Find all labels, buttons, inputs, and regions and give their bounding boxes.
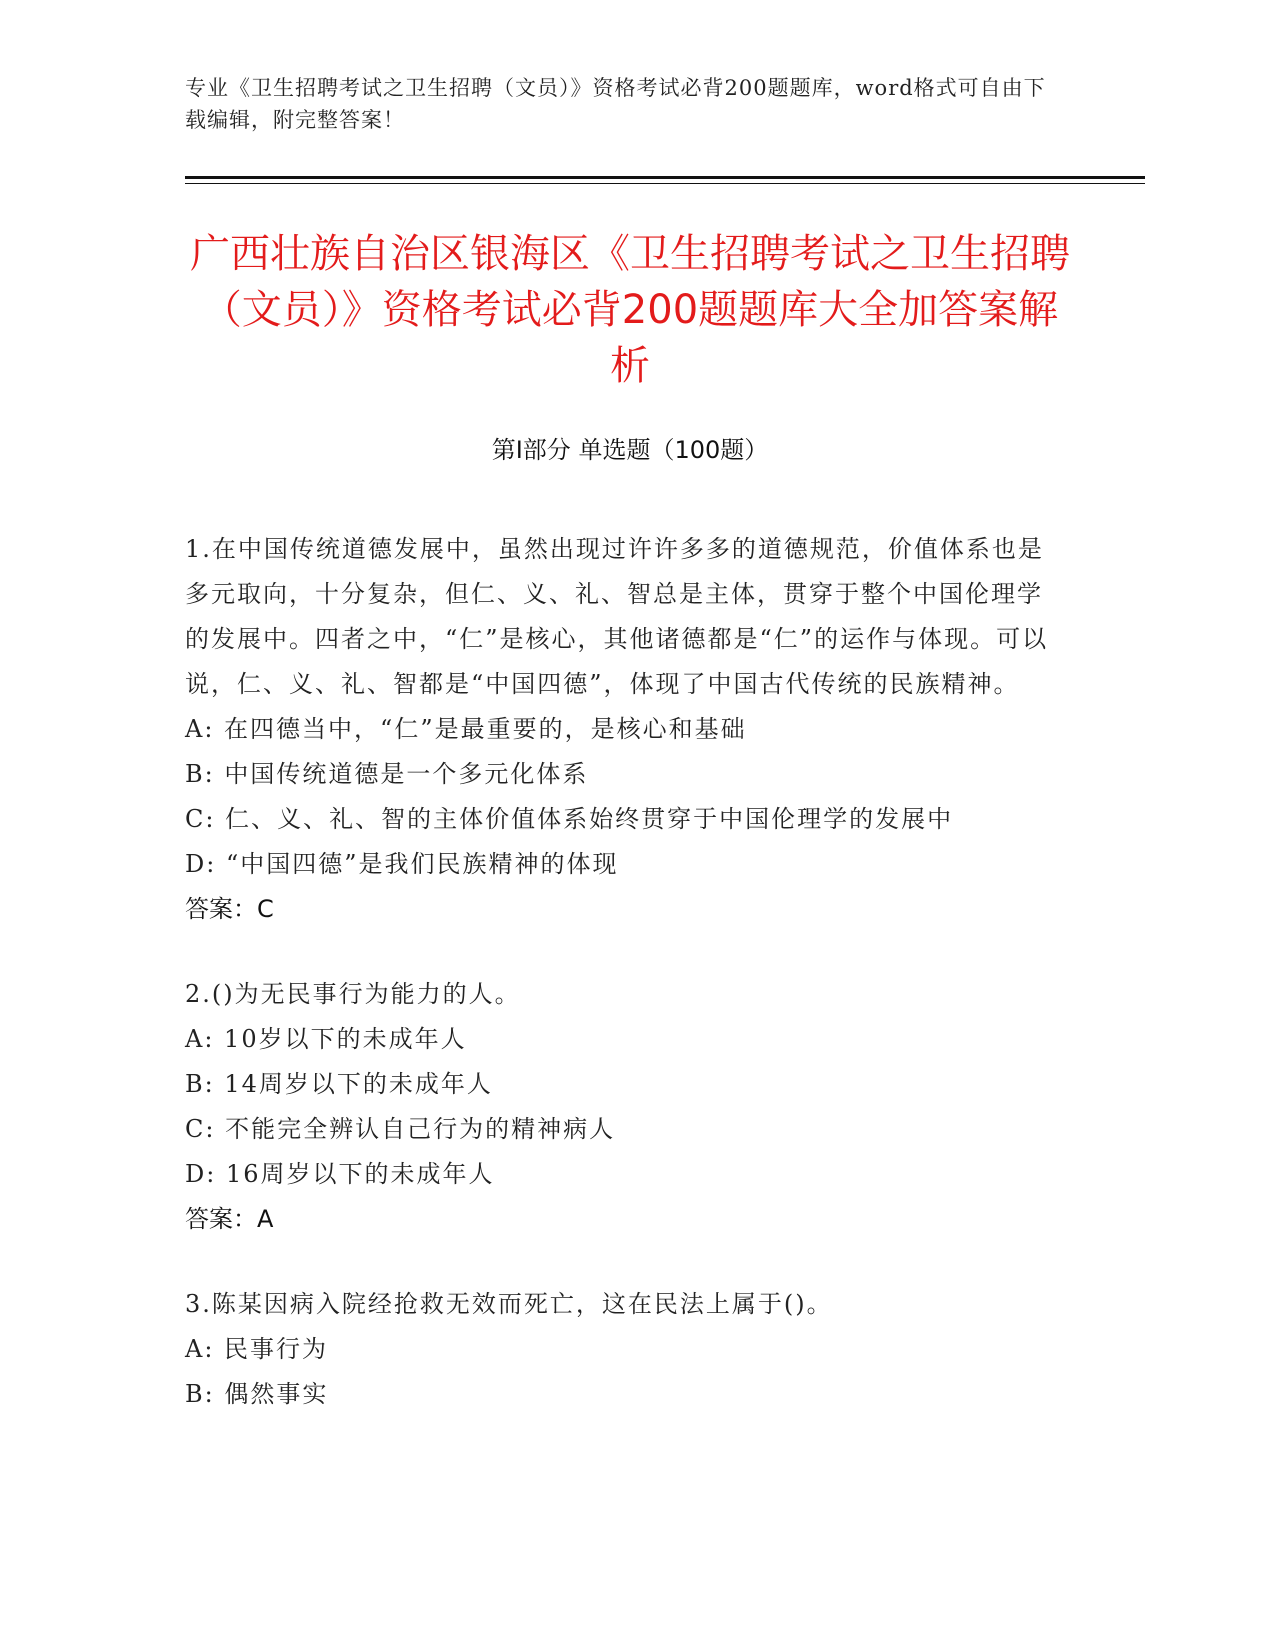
section-heading: 第Ⅰ部分 单选题（100题） bbox=[491, 436, 769, 464]
answer-line: 答案：A bbox=[185, 1205, 274, 1233]
answer-line: 答案：C bbox=[185, 895, 274, 923]
option-d: D: 16周岁以下的未成年人 bbox=[185, 1160, 495, 1188]
question-list bbox=[185, 527, 1065, 1457]
document-title: 广西壮族自治区银海区《卫生招聘考试之卫生招聘（文员）》资格考试必背200题题库大全加答案解析 bbox=[190, 231, 1070, 389]
question-stem: 3.陈某因病入院经抢救无效而死亡，这在民法上属于()。 bbox=[185, 1290, 833, 1318]
header-note: 专业《卫生招聘考试之卫生招聘（文员）》资格考试必背200题题库，word格式可自由下载编辑，附完整答案！ bbox=[185, 76, 1046, 132]
option-a: A: 民事行为 bbox=[185, 1335, 329, 1363]
question-2 bbox=[185, 972, 1065, 1242]
question-stem: 1.在中国传统道德发展中，虽然出现过许许多多的道德规范，价值体系也是多元取向，十分复杂，但仁、义、礼、智总是主体，贯穿于整个中国伦理学的发展中。四者之中，“仁”是核心，其他诸德都是“仁”的运作与体现。可以说，仁、义、礼、智都是“中国四德”，体现了中国古代传统的民族精神。 bbox=[185, 535, 1049, 698]
option-c: C: 不能完全辨认自己行为的精神病人 bbox=[185, 1115, 616, 1143]
option-a: A: 在四德当中，“仁”是最重要的，是核心和基础 bbox=[185, 715, 747, 743]
option-b: B: 中国传统道德是一个多元化体系 bbox=[185, 760, 589, 788]
question-1 bbox=[185, 527, 1065, 932]
option-d: D: “中国四德”是我们民族精神的体现 bbox=[185, 850, 619, 878]
option-b: B: 偶然事实 bbox=[185, 1380, 329, 1408]
option-c: C: 仁、义、礼、智的主体价值体系始终贯穿于中国伦理学的发展中 bbox=[185, 805, 954, 833]
header-rule-thick bbox=[185, 176, 1145, 179]
option-b: B: 14周岁以下的未成年人 bbox=[185, 1070, 493, 1098]
option-a: A: 10岁以下的未成年人 bbox=[185, 1025, 467, 1053]
question-stem: 2.()为无民事行为能力的人。 bbox=[185, 980, 521, 1008]
question-3 bbox=[185, 1282, 1065, 1417]
header-rule-thin bbox=[185, 183, 1145, 184]
